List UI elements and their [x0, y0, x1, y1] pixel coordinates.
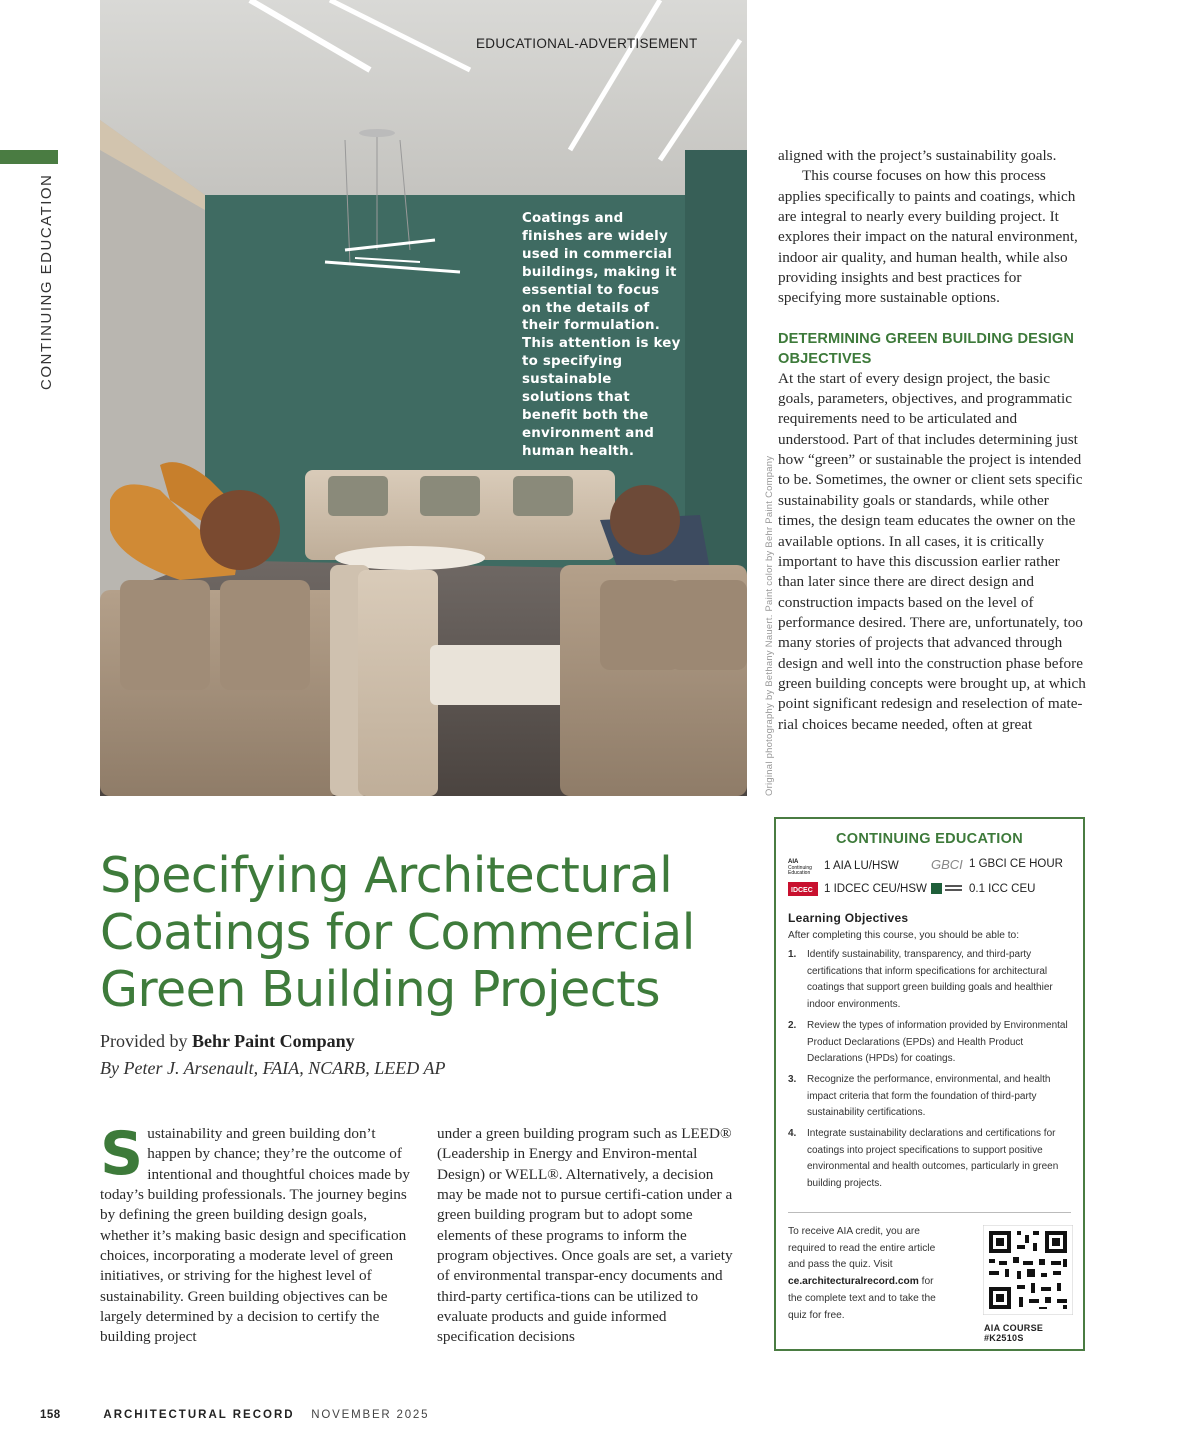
- section-heading: DETERMINING GREEN BUILDING DESIGN OBJECTIVES: [778, 330, 1075, 367]
- article-title: Specifying Architectural Coatings for Commercial Green Building Projects: [100, 847, 695, 1018]
- provider-name: Behr Paint Company: [192, 1031, 355, 1051]
- paragraph: ustainability and green building don’t happen by chance; they’re the outcome of intentional and thoughtful choices made by today’s building professionals. The journey begins by defining the green building design goals, whether it’s making basic design and specification choices, incorporating a moderate level of green initiatives, or striving for the highest level of sustainability. Green building objectives can be largely determined by a decision to certify the building project: [100, 1125, 410, 1346]
- aia-logo: [788, 857, 818, 875]
- page-number: 158: [40, 1409, 61, 1421]
- box-divider: [788, 1212, 1071, 1213]
- item-text: Identify sustainability, transparency, and third-party certifications that inform specifications for architectural coatings that support green building goals and healthier indoor environments.: [807, 949, 1053, 1011]
- provided-prefix: Provided by: [100, 1031, 192, 1051]
- credit-gbci: [931, 857, 1063, 871]
- provided-by: [100, 1031, 355, 1052]
- svg-text:Continuing: Continuing: [788, 865, 812, 871]
- qr-code-icon[interactable]: [983, 1225, 1073, 1315]
- lounge-photo: [100, 0, 747, 796]
- learning-objectives-list: [788, 947, 1073, 1197]
- photo-credit: Original photography by Bethany Nauert. Paint color by Behr Paint Company: [763, 455, 774, 796]
- credit-label: 1 IDCEC CEU/HSW: [824, 883, 927, 895]
- svg-text:GBCI: GBCI: [931, 857, 963, 871]
- paragraph: aligned with the project’s sustainability goals.: [778, 147, 1057, 164]
- paragraph: under a green building program such as LEED® (Leadership in Energy and Environ-mental Design) or WELL®. Alternatively, a decision may be made not to pursue certifi-cation under a green building program but to adopt some elements of these programs to inform the program objectives. Once goals are set, a variety of environmental transpar-ency documents and third-party certifica-tions can be utilized to evaluate products and guide informed specification decisions: [437, 1125, 733, 1346]
- publication-name: ARCHITECTURAL RECORD: [103, 1409, 295, 1421]
- photo-caption: Coatings and finishes are widely used in commercial buildings, making it essential to focus on the details of their formulation. This attention is key to specifying sustainable solutions that benefit both the environment and human health.: [522, 211, 681, 459]
- paragraph: At the start of every design project, the basic goals, parameters, objectives, and programmatic requirements need to be articulated and understood. Part of that includes determining just how “green” or sustainable the project is intended to be. Sometimes, the owner or client sets specific sustainability goals or standards, while other times, the design team educates the owner on the available options. In all cases, it is critically important to have this discussion earlier rather than later since there are direct design and construction impacts based on the level of performance desired. There are, unfortunately, too many stories of projects that advanced through design and well into the construction phase before green building concepts were brought up, at which point significant redesign and reselection of mate-rial choices became needed, often at great: [778, 369, 1086, 733]
- note-text: for the complete text and to take the quiz for free.: [788, 1276, 936, 1321]
- ce-box-title: CONTINUING EDUCATION: [836, 831, 1023, 847]
- credit-icc: [931, 882, 1035, 896]
- credit-aia: [788, 857, 899, 875]
- item-text: Integrate sustainability declarations and certifications for coatings into project specifications to support positive environmental and health outcomes, particularly in green building projects.: [807, 1128, 1059, 1190]
- item-number: 2.: [788, 1019, 797, 1031]
- body-column-1: [100, 1119, 412, 1348]
- list-item: [788, 1072, 1073, 1122]
- item-number: 1.: [788, 949, 797, 960]
- drop-cap: S: [100, 1119, 144, 1189]
- course-link[interactable]: ce.architecturalrecord.com: [788, 1276, 919, 1288]
- paragraph: This course focuses on how this process applies specifically to paints and coatings, which are integral to nearly every building project. It explores their impact on the natural environment, indoor air quality, and human health, while also providing insights and best practices for specifying more sustainable options.: [778, 167, 1078, 307]
- side-section-label: CONTINUING EDUCATION: [38, 173, 55, 390]
- credit-label: 0.1 ICC CEU: [969, 883, 1036, 895]
- side-color-bar: [0, 150, 58, 164]
- learning-objectives-intro: After completing this course, you should be able to:: [788, 930, 1020, 941]
- right-column-text: [778, 146, 1088, 735]
- continuing-education-box: [774, 817, 1085, 1351]
- course-number: AIA COURSE #K2510S: [984, 1323, 1044, 1343]
- svg-text:Education: Education: [788, 870, 811, 875]
- advertisement-label: EDUCATIONAL-ADVERTISEMENT: [476, 36, 698, 51]
- svg-text:IDCEC: IDCEC: [791, 887, 813, 894]
- list-item: [788, 1018, 1073, 1068]
- item-number: 3.: [788, 1073, 797, 1085]
- learning-objectives-title: Learning Objectives: [788, 911, 909, 925]
- page-footer: [40, 1409, 429, 1421]
- gbci-logo: [931, 857, 963, 871]
- aia-credit-note: [788, 1224, 948, 1324]
- credit-label: 1 AIA LU/HSW: [824, 860, 899, 872]
- credit-idcec: [788, 882, 927, 896]
- body-column-2: [437, 1124, 737, 1348]
- item-number: 4.: [788, 1128, 797, 1140]
- note-text: To receive AIA credit, you are required to read the entire article and pass the quiz. Visit: [788, 1226, 936, 1271]
- item-text: Review the types of information provided by Environmental Product Declarations (EPDs) and Health Product Declarations (HPDs) for coatings.: [807, 1019, 1068, 1065]
- svg-text:AIA: AIA: [788, 859, 799, 865]
- idcec-logo: [788, 882, 818, 896]
- author-byline: By Peter J. Arsenault, FAIA, NCARB, LEED AP: [100, 1058, 446, 1078]
- item-text: Recognize the performance, environmental, and health impact criteria that form the foundation of third-party sustainability certifications.: [807, 1073, 1051, 1119]
- issue-date: NOVEMBER 2025: [311, 1409, 430, 1421]
- list-item: [788, 947, 1073, 1014]
- credit-label: 1 GBCI CE HOUR: [969, 858, 1063, 870]
- list-item: [788, 1126, 1073, 1193]
- icc-logo: [931, 882, 963, 896]
